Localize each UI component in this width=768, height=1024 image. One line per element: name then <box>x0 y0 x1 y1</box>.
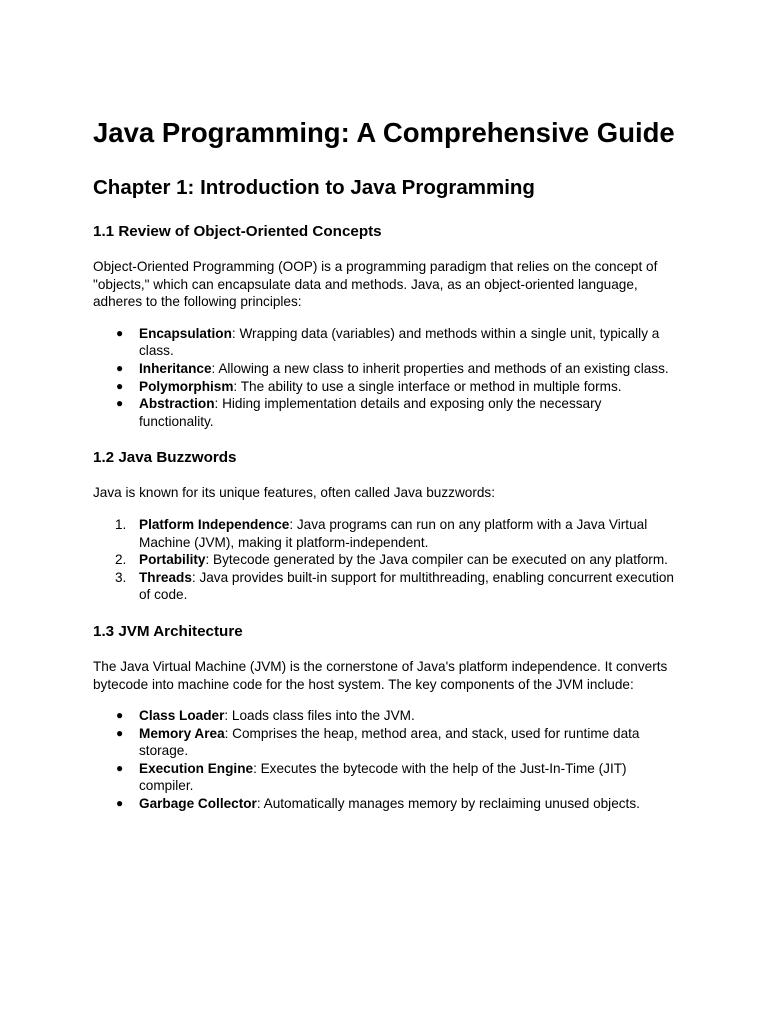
list-item-number: 3. <box>115 569 127 585</box>
document-title: Java Programming: A Comprehensive Guide <box>93 117 675 148</box>
list-item-term: Class Loader <box>139 708 225 724</box>
list-item-text: : Loads class files into the JVM. <box>224 708 415 724</box>
list-item-number: 2. <box>115 552 127 568</box>
list-item-text: : Java programs can run on any platform with a Java Virtual Machine (JVM), making it platform-independent. <box>139 516 648 550</box>
chapter-heading: Chapter 1: Introduction to Java Programming <box>93 176 535 199</box>
bullet-icon: ● <box>116 708 124 723</box>
bullet-icon: ● <box>116 325 124 340</box>
section-intro: The Java Virtual Machine (JVM) is the cornerstone of Java's platform independence. It converts bytecode into machine code for the host system. The key components of the JVM include: <box>93 658 668 692</box>
list-item-term: Execution Engine <box>139 760 254 776</box>
section-jvm-architecture <box>93 621 678 813</box>
section-heading: 1.3 JVM Architecture <box>93 622 243 640</box>
list-item-number: 1. <box>115 516 127 532</box>
bullet-list <box>93 707 678 813</box>
list-item-term: Abstraction <box>139 396 215 412</box>
list-item <box>116 378 678 396</box>
list-item <box>116 725 678 760</box>
list-item-text: : Automatically manages memory by reclaiming unused objects. <box>256 796 640 812</box>
list-item-term: Garbage Collector <box>139 796 257 812</box>
bullet-icon: ● <box>116 360 124 375</box>
list-item-term: Platform Independence <box>139 516 290 532</box>
list-item <box>116 360 678 378</box>
bullet-icon: ● <box>116 396 124 411</box>
list-item <box>116 325 678 360</box>
numbered-list <box>93 516 678 604</box>
list-item-text: : Bytecode generated by the Java compiler can be executed on any platform. <box>205 552 668 568</box>
list-item-term: Inheritance <box>139 360 212 376</box>
list-item-term: Encapsulation <box>139 325 232 341</box>
list-item-term: Portability <box>139 552 206 568</box>
list-item <box>116 707 678 725</box>
section-heading: 1.1 Review of Object-Oriented Concepts <box>93 223 382 240</box>
bullet-icon: ● <box>116 796 124 811</box>
section-oop-concepts <box>93 221 678 430</box>
list-item <box>116 395 678 430</box>
list-item-term: Polymorphism <box>139 378 234 394</box>
section-intro: Object-Oriented Programming (OOP) is a programming paradigm that relies on the concept of "objects," which can encapsulate data and methods. Java, as an object-oriented language, adheres to the following principles: <box>93 259 658 310</box>
section-heading: 1.2 Java Buzzwords <box>93 449 237 467</box>
list-item-text: : Wrapping data (variables) and methods within a single unit, typically a class. <box>139 325 660 359</box>
section-intro: Java is known for its unique features, often called Java buzzwords: <box>93 485 495 501</box>
list-item-text: : The ability to use a single interface or method in multiple forms. <box>233 378 622 394</box>
bullet-list <box>93 325 678 431</box>
list-item <box>116 760 678 795</box>
list-item <box>115 551 678 569</box>
list-item-text: : Java provides built-in support for multithreading, enabling concurrent execution of code. <box>139 569 674 603</box>
list-item <box>115 569 678 604</box>
list-item <box>116 795 678 813</box>
list-item <box>115 516 678 551</box>
list-item-term: Memory Area <box>139 725 225 741</box>
bullet-icon: ● <box>116 378 124 393</box>
list-item-text: : Executes the bytecode with the help of the Just-In-Time (JIT) compiler. <box>139 760 627 794</box>
list-item-text: : Allowing a new class to inherit properties and methods of an existing class. <box>211 360 669 376</box>
bullet-icon: ● <box>116 760 124 775</box>
section-java-buzzwords <box>93 447 678 604</box>
list-item-text: : Comprises the heap, method area, and stack, used for runtime data storage. <box>139 725 640 759</box>
bullet-icon: ● <box>116 725 124 740</box>
list-item-term: Threads <box>139 569 192 585</box>
list-item-text: : Hiding implementation details and exposing only the necessary functionality. <box>139 396 602 429</box>
